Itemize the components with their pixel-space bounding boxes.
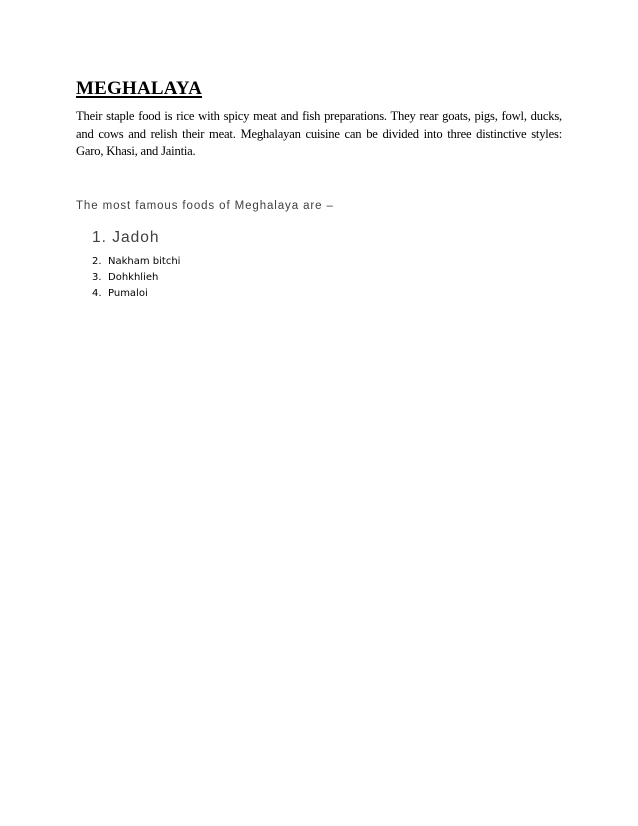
list-item-number: 3.	[92, 272, 102, 283]
list-item	[92, 228, 180, 255]
list-item-name: Nakham bitchi	[108, 256, 181, 267]
famous-foods-heading: The most famous foods of Meghalaya are –	[76, 200, 334, 212]
list-item	[92, 271, 180, 287]
page-title: MEGHALAYA	[76, 78, 203, 99]
list-item-number: 1.	[92, 229, 107, 246]
list-item	[92, 255, 180, 271]
list-item-name: Jadoh	[112, 229, 160, 246]
list-item-number: 4.	[92, 288, 102, 299]
list-item-name: Pumaloi	[108, 288, 148, 299]
list-item	[92, 287, 180, 303]
foods-list	[92, 228, 180, 303]
list-item-name: Dohkhlieh	[108, 272, 159, 283]
intro-paragraph: Their staple food is rice with spicy meat and fish preparations. They rear goats, pigs, fowl, ducks, and cows and relish their meat. Meghalayan cuisine can be divided into three distinctive styles: Garo, Khasi, and Jaintia.	[76, 109, 562, 158]
list-item-number: 2.	[92, 256, 102, 267]
